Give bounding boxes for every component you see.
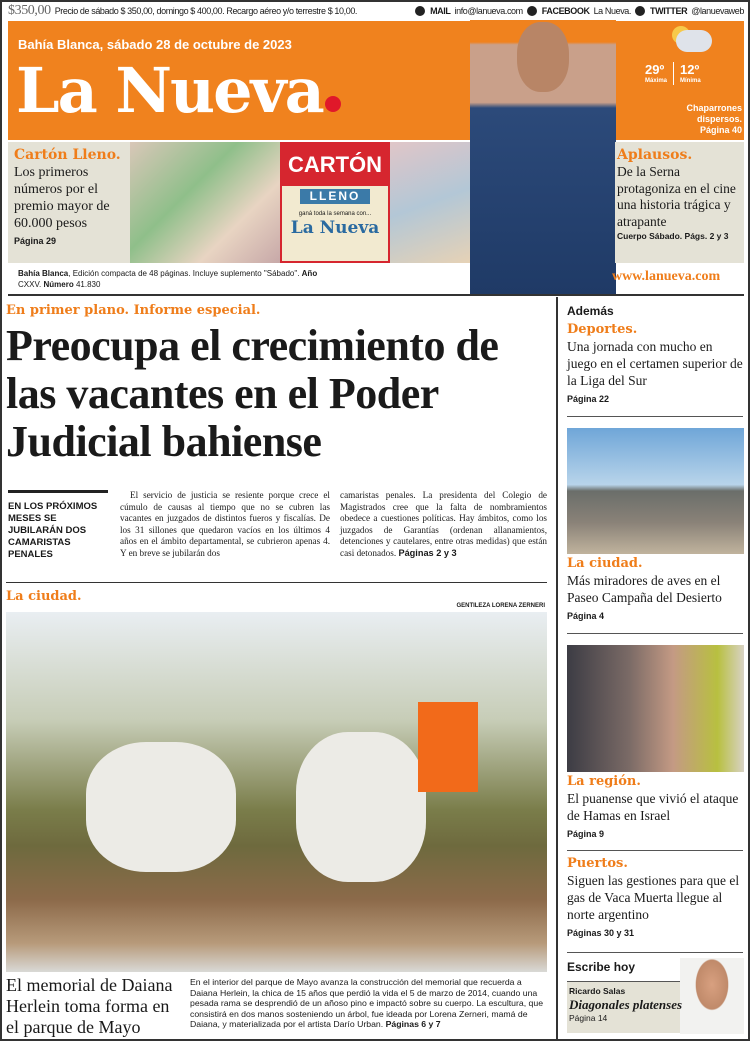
city-kicker: La ciudad. — [6, 589, 82, 604]
facebook-icon — [527, 6, 537, 16]
sidebar-item-region[interactable] — [567, 774, 745, 840]
mail-icon — [415, 6, 425, 16]
column-author: Ricardo Salas — [569, 986, 626, 996]
facebook-link[interactable]: La Nueva. — [593, 6, 632, 16]
divider — [6, 582, 547, 583]
temp-max-label: Máxima — [645, 78, 668, 84]
divider — [567, 952, 743, 953]
lead-headline[interactable]: Preocupa el crecimiento de las vacantes en el Poder Judicial bahiense — [6, 321, 499, 466]
promo-carton-lleno[interactable] — [8, 142, 130, 263]
twitter-label: TWITTER — [650, 6, 688, 16]
sculpture-hand-left — [86, 742, 236, 872]
column-page: Página 14 — [569, 1013, 608, 1023]
banknotes-photo-right — [390, 142, 470, 263]
price-note: Precio de sábado $ 350,00, domingo $ 400,00. Recargo aéreo y/o terrestre $ 10,00. — [54, 6, 358, 16]
twitter-link[interactable]: @lanuevaweb — [691, 6, 744, 16]
lead-body-col2: camaristas penales. La presidenta del Colegio de Magistrados cree que la falta de nombramientos obedece a cuestiones políticas. Hay ámbitos, como los juzgados de Garantías (ordenan allanamientos, detenciones y cautelares, entre otras medidas) que están casi detonados. Páginas 2 y 3 — [340, 490, 547, 558]
price: $350,00 — [8, 3, 51, 18]
mail-label: MAIL — [430, 6, 451, 16]
weather-temps — [645, 62, 701, 85]
item-title: Más miradores de aves en el Paseo Campaña del Desierto — [567, 573, 722, 605]
column-name: Diagonales platenses — [569, 997, 683, 1012]
item-kicker: La ciudad. — [567, 556, 643, 571]
temp-max: 29º — [645, 62, 665, 77]
edition-info: Bahía Blanca, Edición compacta de 48 páginas. Incluye suplemento "Sábado". Año CXXV. Número 41.830 — [18, 269, 318, 289]
item-title: Una jornada con mucho en juego en el certamen superior de la Liga del Sur — [567, 339, 743, 388]
item-kicker: La región. — [567, 774, 641, 789]
mail-link[interactable]: info@lanueva.com — [454, 6, 523, 16]
weather-forecast[interactable] — [640, 103, 742, 136]
sculpture-hand-right — [296, 732, 426, 882]
item-page: Página 22 — [567, 394, 610, 404]
sidebar-item-ciudad[interactable] — [567, 556, 745, 622]
author-photo — [680, 958, 744, 1034]
promo-page: Página 29 — [14, 236, 57, 246]
divider — [567, 633, 743, 634]
promo-page: Cuerpo Sábado. Págs. 2 y 3 — [617, 231, 729, 241]
item-title: Siguen las gestiones para que el gas de Vaca Muerta llegue al norte argentino — [567, 873, 740, 922]
worker-vest — [418, 702, 478, 792]
city-headline[interactable]: El memorial de Daiana Herlein toma forma en el parque de Mayo — [6, 975, 173, 1037]
facebook-label: FACEBOOK — [541, 6, 590, 16]
top-bar — [8, 3, 744, 19]
weather-page: Página 40 — [699, 125, 742, 135]
city-pages: Páginas 6 y 7 — [385, 1019, 441, 1029]
carton-lleno-card — [280, 142, 390, 263]
item-kicker: Deportes. — [567, 322, 638, 337]
card-subtitle: LLENO — [300, 189, 370, 204]
sidebar-item-deportes[interactable] — [567, 322, 745, 405]
forecast-text: Chaparrones dispersos. — [686, 103, 742, 124]
promo-kicker: Cartón Lleno. — [14, 147, 121, 163]
lead-kicker: En primer plano. Informe especial. — [6, 303, 261, 318]
logo[interactable] — [16, 54, 341, 127]
person-head — [517, 22, 569, 92]
bird-lookout-photo — [567, 428, 744, 554]
card-small-text: ganá toda la semana con... — [298, 211, 372, 217]
divider — [567, 416, 743, 417]
item-page: Página 9 — [567, 829, 605, 839]
city-body: En el interior del parque de Mayo avanza la construcción del memorial que recuerda a Daiana Herlein, la chica de 15 años que perdió la vida el 5 de marzo de 2014, cuando una pesada rama se desprendió de un añoso pino e impactó sobre su cuerpo. La escultura, que consistirá en dos manos sosteniendo un árbol, fue ideada por Lorena Zerneri, mamá de Daiana, y materializada por el artista Darío Urban. Páginas 6 y 7 — [190, 977, 544, 1029]
lead-body-col1: El servicio de justicia se resiente porque crece el cúmulo de causas al tiempo que no se cubren las vacantes en juzgados de distintos fueros y fiscalías. De los 31 sillones que quedaron vacíos en los últimos 4 años en el ámbito departamental, se cubrieron apenas 4. Y en breve se jubilarán dos — [120, 490, 330, 558]
logo-dot-icon — [325, 96, 341, 112]
temp-min: 12º — [680, 62, 700, 77]
promo-title: Los primeros números por el premio mayor de 60.000 pesos — [14, 165, 110, 231]
edition-date: Bahía Blanca, sábado 28 de octubre de 2023 — [18, 37, 292, 52]
card-logo: La Nueva — [290, 218, 380, 238]
item-page: Páginas 30 y 31 — [567, 928, 635, 938]
photo-credit: GENTILEZA LORENA ZERNERI — [456, 603, 545, 609]
column-title: Escribe hoy — [567, 960, 636, 974]
banknotes-photo — [130, 142, 280, 263]
memorial-photo — [6, 612, 547, 972]
sidebar-title: Además — [567, 304, 614, 318]
item-title: El puanense que vivió el ataque de Hamas en Israel — [567, 791, 739, 823]
promo-kicker: Aplausos. — [617, 147, 693, 163]
lead-sidebox: EN LOS PRÓXIMOS MESES SE JUBILARÁN DOS CAMARISTAS PENALES — [8, 490, 108, 561]
rain-cloud-icon — [676, 30, 712, 52]
divider — [8, 294, 744, 296]
social-links — [415, 6, 744, 16]
card-title: CARTÓN — [282, 144, 388, 186]
promo-title: De la Serna protagoniza en el cine una historia trágica y atrapante — [617, 164, 736, 229]
logo-text: La Nueva — [16, 54, 323, 127]
item-kicker: Puertos. — [567, 856, 628, 871]
family-selfie-photo — [567, 645, 744, 772]
website-link[interactable]: www.lanueva.com — [612, 269, 721, 284]
lead-pages: Páginas 2 y 3 — [398, 547, 457, 558]
twitter-icon — [635, 6, 645, 16]
temp-min-label: Mínima — [680, 78, 701, 84]
sidebar-item-puertos[interactable] — [567, 856, 745, 939]
divider — [567, 850, 743, 851]
item-page: Página 4 — [567, 611, 605, 621]
promo-aplausos[interactable] — [615, 142, 744, 263]
